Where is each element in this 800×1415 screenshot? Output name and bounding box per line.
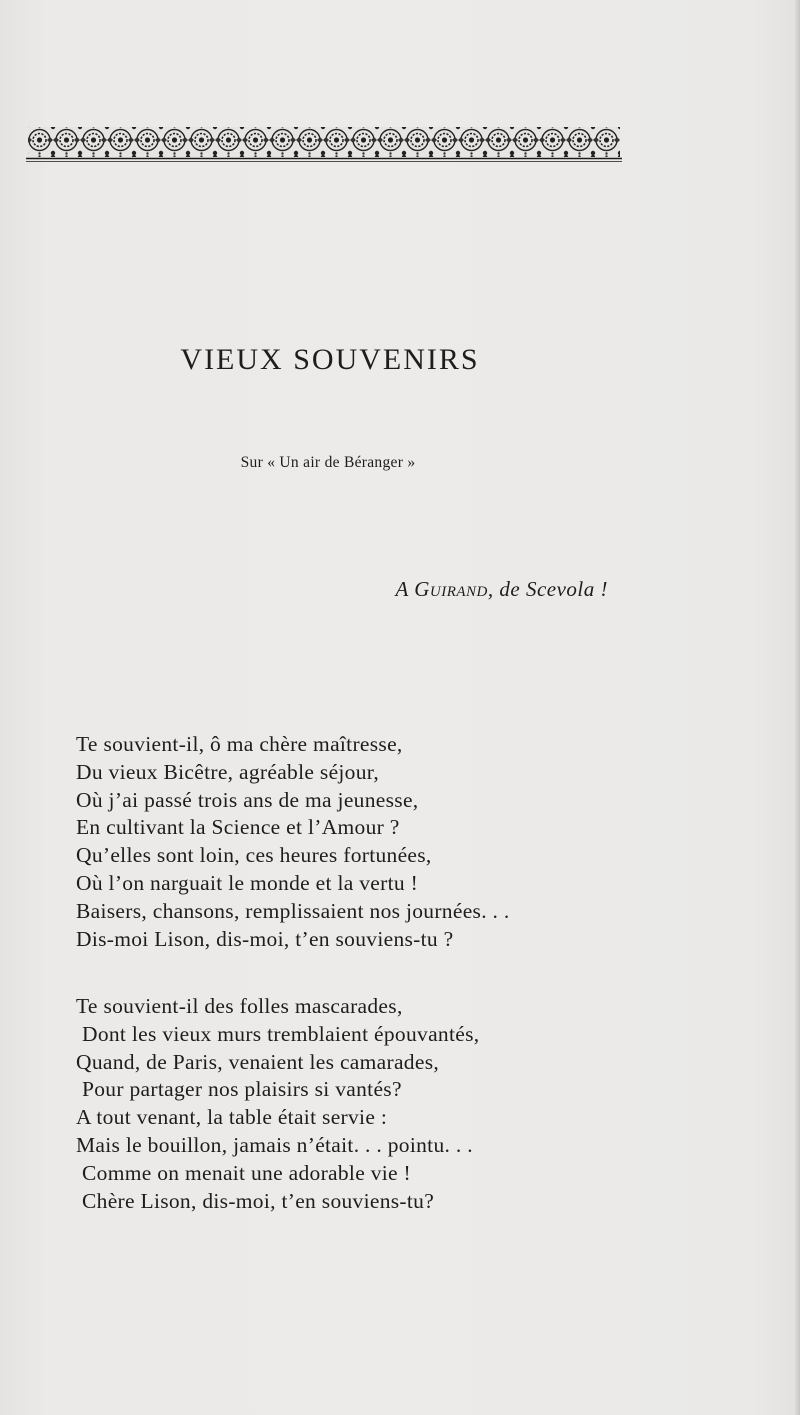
verse-line: Dont les vieux murs tremblaient épouvantés,: [82, 1021, 480, 1046]
verse-line: Baisers, chansons, remplissaient nos journées. . .: [76, 898, 510, 923]
verse-line: A tout venant, la table était servie :: [76, 1105, 388, 1130]
verse-line: Mais le bouillon, jamais n’était. . . pointu. . .: [76, 1132, 473, 1157]
dedication-prefix: A: [395, 577, 415, 601]
verse-line: Où j’ai passé trois ans de ma jeunesse,: [76, 787, 419, 812]
stanza-1: [76, 731, 616, 953]
poem-subtitle: Sur « Un air de Béranger »: [240, 454, 416, 471]
verse-line: Comme on menait une adorable vie !: [82, 1160, 412, 1185]
poem-title: VIEUX SOUVENIRS: [180, 343, 480, 376]
verse-line: Du vieux Bicêtre, agréable séjour,: [76, 759, 380, 784]
verse-line: Te souvient-il des folles mascarades,: [76, 994, 403, 1018]
verse-line: Pour partager nos plaisirs si vantés?: [82, 1077, 402, 1102]
verse-line: Où l’on narguait le monde et la vertu !: [76, 870, 419, 895]
verse-line: Dis-moi Lison, dis-moi, t’en souviens-tu ?: [76, 926, 454, 951]
verse-line: Quand, de Paris, venaient les camarades,: [76, 1049, 440, 1074]
dedication-name: Guirand,: [414, 577, 494, 601]
verse-line: Te souvient-il, ô ma chère maîtresse,: [76, 732, 403, 756]
page-edge-shadow: [794, 0, 800, 1415]
dedication-suffix: de Scevola !: [493, 577, 608, 601]
verse-line: En cultivant la Science et l’Amour ?: [76, 815, 400, 840]
verse-line: Chère Lison, dis-moi, t’en souviens-tu?: [82, 1188, 435, 1213]
verse-line: Qu’elles sont loin, ces heures fortunées,: [76, 843, 432, 868]
stanza-2: [76, 993, 616, 1215]
decorative-header-band: [26, 125, 622, 163]
dedication: [396, 577, 608, 602]
